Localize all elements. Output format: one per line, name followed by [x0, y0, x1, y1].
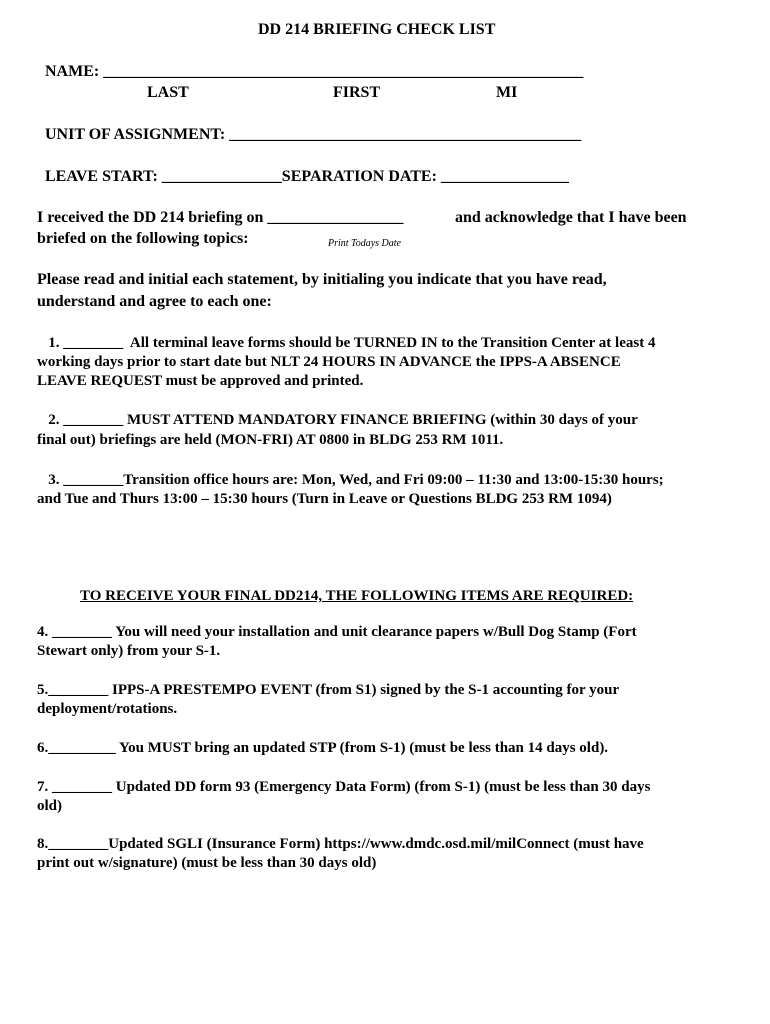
statement-1-line: 1. ________ All terminal leave forms should be TURNED IN to the Transition Center at least 4 — [37, 335, 656, 351]
print-date-hint: Print Todays Date — [328, 238, 401, 249]
item-5-line: 5.________ IPPS-A PRESTEMPO EVENT (from S1) signed by the S-1 accounting for your — [37, 682, 620, 698]
statement-2-line: final out) briefings are held (MON-FRI) AT 0800 in BLDG 253 RM 1011. — [37, 432, 504, 448]
item-7-line: 7. ________ Updated DD form 93 (Emergency Data Form) (from S-1) (must be less than 30 days — [37, 779, 651, 795]
instructions-line: understand and agree to each one: — [37, 293, 272, 310]
page-title: DD 214 BRIEFING CHECK LIST — [258, 21, 496, 38]
item-7-line: old) — [37, 798, 63, 814]
statement-1-line: LEAVE REQUEST must be approved and printed. — [37, 373, 364, 389]
statement-3-line: 3. ________Transition office hours are: Mon, Wed, and Fri 09:00 – 11:30 and 13:00-15:30 hours; — [37, 472, 664, 488]
statement-1-line: working days prior to start date but NLT 24 HOURS IN ADVANCE the IPPS-A ABSENCE — [37, 354, 621, 370]
item-4-line: Stewart only) from your S-1. — [37, 643, 221, 659]
leave-separation-field: LEAVE START: _______________SEPARATION DATE: ________________ — [45, 168, 569, 185]
item-4-line: 4. ________ You will need your installation and unit clearance papers w/Bull Dog Stamp (Fort — [37, 624, 637, 640]
acknowledge-text: and acknowledge that I have been — [455, 209, 687, 226]
name-first-label: FIRST — [333, 84, 381, 101]
item-8-line: print out w/signature) (must be less than 30 days old) — [37, 855, 377, 871]
name-field: NAME: ____________________________________________________________ — [45, 63, 584, 80]
statement-3-line: and Tue and Thurs 13:00 – 15:30 hours (Turn in Leave or Questions BLDG 253 RM 1094) — [37, 491, 612, 507]
instructions-line: Please read and initial each statement, by initialing you indicate that you have read, — [37, 271, 607, 288]
item-5-line: deployment/rotations. — [37, 701, 178, 717]
statement-2-line: 2. ________ MUST ATTEND MANDATORY FINANCE BRIEFING (within 30 days of your — [37, 412, 638, 428]
briefing-date-field: I received the DD 214 briefing on _________________ — [37, 209, 404, 226]
name-last-label: LAST — [147, 84, 189, 101]
briefed-topics-text: briefed on the following topics: — [37, 230, 249, 247]
item-6-line: 6._________ You MUST bring an updated STP (from S-1) (must be less than 14 days old). — [37, 740, 609, 756]
name-mi-label: MI — [496, 84, 518, 101]
required-items-heading: TO RECEIVE YOUR FINAL DD214, THE FOLLOWING ITEMS ARE REQUIRED: — [80, 588, 634, 604]
item-8-line: 8.________Updated SGLI (Insurance Form) https://www.dmdc.osd.mil/milConnect (must have — [37, 836, 644, 852]
unit-of-assignment-field: UNIT OF ASSIGNMENT: ____________________________________________ — [45, 126, 582, 143]
